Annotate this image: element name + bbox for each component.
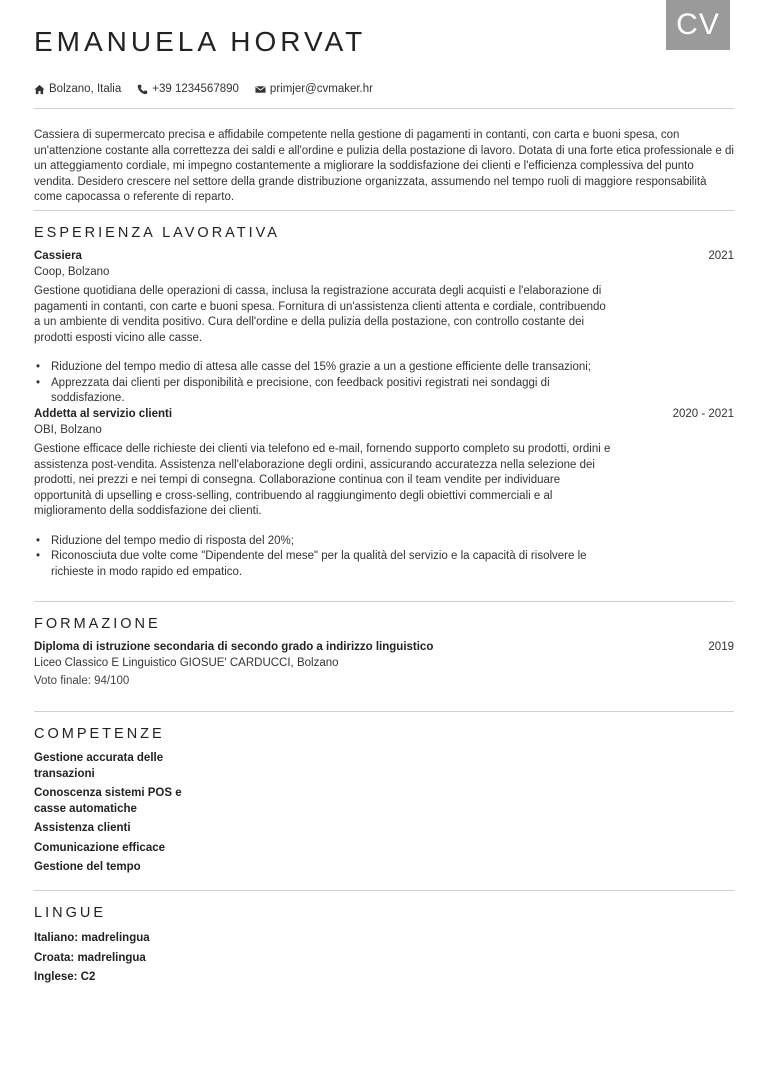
location-text: Bolzano, Italia xyxy=(49,83,122,95)
list-item: • Apprezzata dai clienti per disponibilità e precisione, con feedback positivi registrati nei sondaggi di soddisfazione. xyxy=(34,376,614,407)
job-date: 2021 xyxy=(708,250,734,262)
job-entry xyxy=(34,408,734,580)
language-item: Croata: madrelingua xyxy=(34,951,146,964)
contact-location xyxy=(34,83,121,95)
section-title-experience: ESPERIENZA LAVORATIVA xyxy=(34,225,280,241)
divider xyxy=(34,711,734,712)
skill-item: Gestione del tempo xyxy=(34,861,141,873)
divider xyxy=(34,210,734,211)
skill-item: Assistenza clienti xyxy=(34,822,131,834)
list-item: • Riduzione del tempo medio di attesa alle casse del 15% grazie a un a gestione efficiente delle transazioni; xyxy=(34,360,614,376)
job-description: Gestione efficace delle richieste dei clienti via telefono ed e-mail, fornendo supporto completo su prodotti, ordini e assistenza post-vendita. Assistenza nell'elaborazione degli ordini, assicurando accuratezza nella selezione dei prodotti, nei prezzi e nei tempi di consegna. Collaborazione continua con il team vendite per individuare opportunità di upselling e cross-selling, contribuendo al raggiungimento degli obiettivi commerciali e al miglioramento della soddisfazione dei clienti. xyxy=(34,443,611,517)
contact-bar xyxy=(34,83,373,95)
education-date: 2019 xyxy=(708,641,734,653)
language-item: Inglese: C2 xyxy=(34,971,96,983)
degree-title: Diploma di istruzione secondaria di secondo grado a indirizzo linguistico xyxy=(34,641,434,653)
contact-email xyxy=(255,83,373,95)
section-title-skills: COMPETENZE xyxy=(34,726,165,742)
skill-item: Gestione accurata delle transazioni xyxy=(34,752,164,780)
list-item: • Riconosciuta due volte come "Dipendente del mese" per la qualità del servizio e la capacità di risolvere le richieste in modo rapido ed empatico. xyxy=(34,549,614,580)
divider xyxy=(34,601,734,602)
cv-badge: CV xyxy=(666,0,730,50)
final-grade: Voto finale: 94/100 xyxy=(34,675,130,687)
skill-item: Conoscenza sistemi POS e casse automatiche xyxy=(34,787,182,815)
list-item: • Riduzione del tempo medio di risposta del 20%; xyxy=(34,534,614,550)
phone-text: +39 1234567890 xyxy=(152,83,239,95)
profile-summary: Cassiera di supermercato precisa e affidabile competente nella gestione di pagamenti in contanti, con carta e buoni spesa, con un'attenzione costante alla correttezza dei saldi e all'ordine e pulizia della postazione di lavoro. Dotata di una forte etica professionale e di un atteggiamento cordiale, mi impegno costantemente a migliorare la soddisfazione dei clienti e l'efficienza complessiva del punto vendita. Desidero crescere nel settore della grande distribuzione organizzata, assumendo nel tempo ruoli di maggiore responsabilità come capocassa o referente di reparto. xyxy=(34,129,734,203)
envelope-icon xyxy=(255,84,266,95)
section-title-education: FORMAZIONE xyxy=(34,616,161,632)
skills-list xyxy=(34,751,209,880)
home-icon xyxy=(34,84,45,95)
job-title: Addetta al servizio clienti xyxy=(34,408,173,420)
job-company: Coop, Bolzano xyxy=(34,266,110,278)
education-entry xyxy=(34,641,734,687)
skill-item: Comunicazione efficace xyxy=(34,841,166,854)
job-date: 2020 - 2021 xyxy=(672,408,734,420)
candidate-name: EMANUELA HORVAT xyxy=(34,26,367,57)
language-item: Italiano: madrelingua xyxy=(34,932,150,944)
job-achievements xyxy=(34,360,614,407)
job-achievements xyxy=(34,534,614,581)
email-text[interactable]: primjer@cvmaker.hr xyxy=(269,83,373,95)
job-title: Cassiera xyxy=(34,250,82,262)
school-name: Liceo Classico E Linguistico GIOSUE' CARDUCCI, Bolzano xyxy=(34,657,339,669)
phone-icon xyxy=(137,84,148,95)
job-description: Gestione quotidiana delle operazioni di cassa, inclusa la registrazione accurata degli acquisti e l'elaborazione di pagamenti in contanti, con carte e buoni spesa. Fornitura di un'assistenza clienti attenta e cordiale, contribuendo a un ambiente di vendita positivo. Cura dell'ordine e della pulizia della postazione, con controllo costante dei prodotti esposti vicino alle casse. xyxy=(34,285,606,344)
job-company: OBI, Bolzano xyxy=(34,424,102,436)
contact-phone xyxy=(137,83,239,95)
divider xyxy=(34,108,734,109)
languages-list xyxy=(34,931,150,990)
job-entry xyxy=(34,250,734,407)
divider xyxy=(34,890,734,891)
section-title-languages: LINGUE xyxy=(34,905,106,921)
